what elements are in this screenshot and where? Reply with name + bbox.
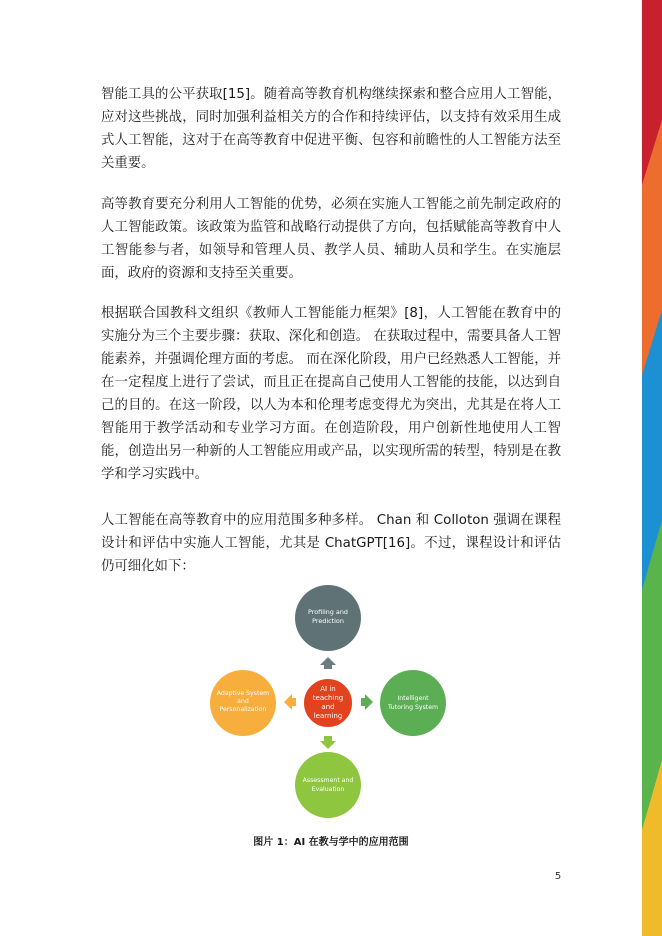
node-bottom-line2: Evaluation: [311, 786, 345, 793]
arrow-down: [320, 736, 336, 749]
node-adaptive-system: [210, 670, 276, 736]
arrow-right: [361, 694, 373, 710]
paragraph-1: 智能工具的公平获取[15]。随着高等教育机构继续探索和整合应用人工智能，应对这些挑战，同时加强利益相关方的合作和持续评估，以支持有效采用生成式人工智能，这对于在高等教育中促进平衡、包容和前瞻性的人工智能方法至关重要。: [101, 87, 561, 171]
node-center-line2: teaching: [312, 694, 344, 702]
node-left-line3: Personalization: [219, 706, 267, 713]
node-left-line1: Adaptive System: [216, 690, 270, 697]
node-top-line2: Prediction: [312, 617, 344, 625]
paragraph-2: 高等教育要充分利用人工智能的优势，必须在实施人工智能之前先制定政府的人工智能政策。该政策为监管和战略行动提供了方向，包括赋能高等教育中人工智能参与者，如领导和管理人员、教学人员、辅助人员和学生。在实施层面，政府的资源和支持至关重要。: [101, 197, 561, 281]
node-center-line3: and: [321, 703, 335, 711]
node-right-line1: Intelligent: [397, 695, 429, 702]
paragraph-3: 根据联合国教科文组织《教师人工智能能力框架》[8]，人工智能在教育中的实施分为三个主要步骤：获取、深化和创造。 在获取过程中，需要具备人工智能素养，并强调伦理方面的考虑。 而在深化阶段，用户已经熟悉人工智能，并在一定程度上进行了尝试，而且正在提高自己使用人工智能的技能，以达到自己的目的。在这一阶段，以人为本和伦理考虑变得尤为突出，尤其是在将人工智能用于教学活动和专业学习方面。在创造阶段，用户创新性地使用人工智能，创造出另一种新的人工智能应用或产品，以实现所需的转型，特别是在教学和学习实践中。: [101, 306, 561, 482]
arrow-left: [284, 694, 296, 710]
node-right-line2: Tutoring System: [387, 704, 439, 711]
node-profiling-prediction: [295, 585, 361, 651]
decorative-color-stripe: [642, 0, 662, 936]
arrow-up: [320, 657, 336, 669]
figure-caption: 图片 1：AI 在教与学中的应用范围: [253, 837, 409, 848]
node-center-line4: learning: [313, 712, 343, 720]
node-intelligent-tutoring: [380, 670, 446, 736]
node-bottom-line1: Assessment and: [302, 777, 354, 784]
page-number: 5: [554, 871, 562, 882]
paragraph-4: 人工智能在高等教育中的应用范围多种多样。 Chan 和 Colloton 强调在课程设计和评估中实施人工智能，尤其是 ChatGPT[16]。不过，课程设计和评估仍可细化如下：: [101, 513, 561, 574]
node-left-line2: and: [237, 698, 249, 705]
node-top-line1: Profiling and: [308, 608, 348, 616]
node-center-line1: AI in: [320, 685, 336, 693]
node-assessment-evaluation: [295, 752, 361, 818]
node-center-ai-teaching-learning: [303, 678, 353, 728]
